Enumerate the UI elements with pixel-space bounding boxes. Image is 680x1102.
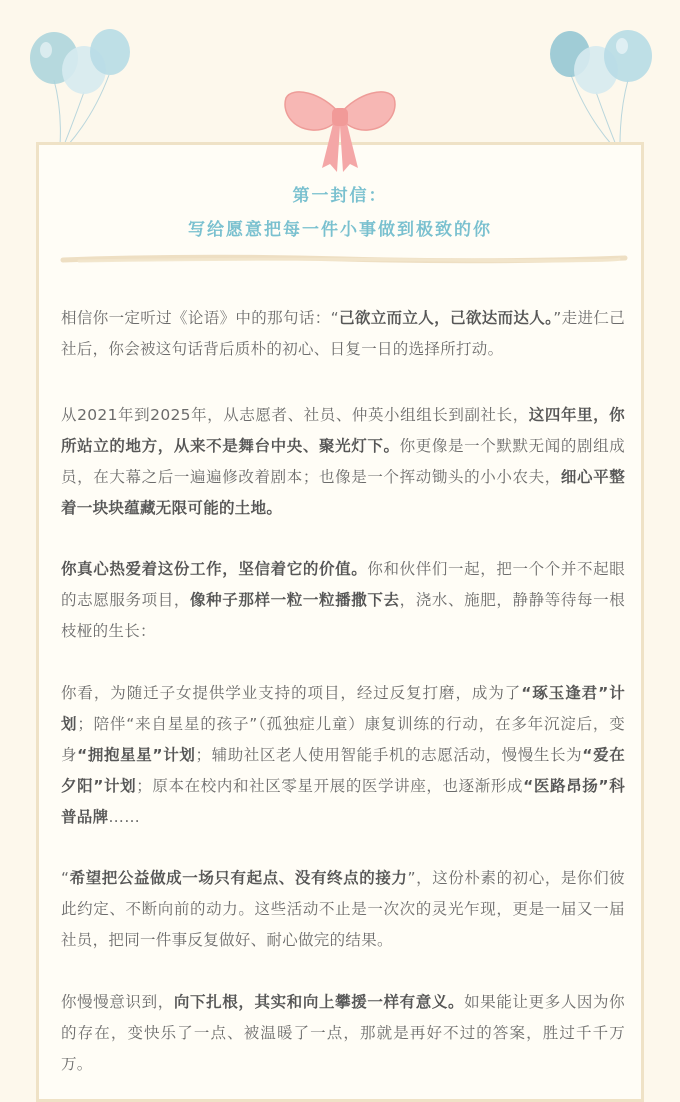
- bow-icon: [282, 84, 398, 176]
- emphasis-text: 细心平整着一块块蕴藏无限可能的土地。: [61, 468, 625, 517]
- emphasis-text: 希望把公益做成一场只有起点、没有终点的接力: [69, 869, 408, 887]
- body-text: ；陪伴“来自星星的孩子”（孤独症儿童）康复训练的行动，在多年沉淀后，变身: [61, 715, 625, 764]
- top-ornament-icon: [330, 0, 410, 6]
- letter-card: [36, 142, 644, 1102]
- body-text: ；原本在校内和社区零星开展的医学讲座，也逐渐形成: [136, 777, 524, 795]
- balloons-left-icon: [14, 20, 134, 150]
- body-text: 你看，为随迁子女提供学业支持的项目，经过反复打磨，成为了: [61, 684, 522, 702]
- body-text: 从2021年到2025年，从志愿者、社员、仲英小组组长到副社长，: [61, 406, 529, 424]
- emphasis-text: “拥抱星星”计划: [77, 746, 196, 764]
- paragraph-1: [61, 303, 625, 365]
- body-text: ……: [108, 808, 141, 826]
- body-text: ”，这份朴素的初心，是你们彼此约定、不断向前的动力。这些活动不止是一次次的灵光乍现，更是一届又一届社员，把同一件事反复做好、耐心做完的结果。: [61, 869, 625, 949]
- emphasis-text: 向下扎根，其实和向上攀援一样有意义。: [173, 993, 465, 1011]
- body-text: 相信你一定听过《论语》中的那句话：“: [61, 309, 339, 327]
- brush-divider-icon: [59, 251, 629, 267]
- emphasis-text: 己欲立而立人，己欲达而达人。: [338, 309, 554, 327]
- body-text: ，浇水、施肥，静静等待每一根枝桠的生长：: [61, 591, 626, 640]
- body-text: 你慢慢意识到，: [61, 993, 174, 1011]
- body-text: “: [61, 869, 70, 887]
- emphasis-text: 你真心热爱着这份工作，坚信着它的价值。: [61, 560, 368, 578]
- paragraph-6: [61, 987, 625, 1080]
- body-text: 如果能让更多人因为你的存在，变快乐了一点、被温暖了一点，那就是再好不过的答案，胜过千千万万。: [61, 993, 625, 1073]
- body-text: ；辅助社区老人使用智能手机的志愿活动，慢慢生长为: [195, 746, 583, 764]
- paragraph-5: [61, 863, 625, 956]
- letter-title-line2: 写给愿意把每一件小事做到极致的你: [188, 220, 492, 240]
- emphasis-text: 这四年里，你所站立的地方，从来不是舞台中央、聚光灯下。: [61, 406, 625, 455]
- body-text: ”走进仁己社后，你会被这句话背后质朴的初心、日复一日的选择所打动。: [61, 309, 626, 358]
- paragraph-2: [61, 400, 625, 524]
- letter-title-line1: 第一封信：: [292, 186, 388, 206]
- paragraph-3: [61, 554, 625, 647]
- emphasis-text: “医路昂扬”科普品牌: [61, 777, 626, 826]
- paragraph-4: [61, 678, 625, 833]
- emphasis-text: “琢玉逢君”计划: [61, 684, 625, 733]
- balloons-right-icon: [546, 20, 666, 150]
- emphasis-text: 像种子那样一粒一粒播撒下去: [190, 591, 400, 609]
- body-text: 你和伙伴们一起，把一个个并不起眼的志愿服务项目，: [61, 560, 625, 609]
- body-text: 你更像是一个默默无闻的剧组成员，在大幕之后一遍遍修改着剧本；也像是一个挥动锄头的小小农夫，: [61, 437, 625, 486]
- emphasis-text: “爱在夕阳”计划: [61, 746, 626, 795]
